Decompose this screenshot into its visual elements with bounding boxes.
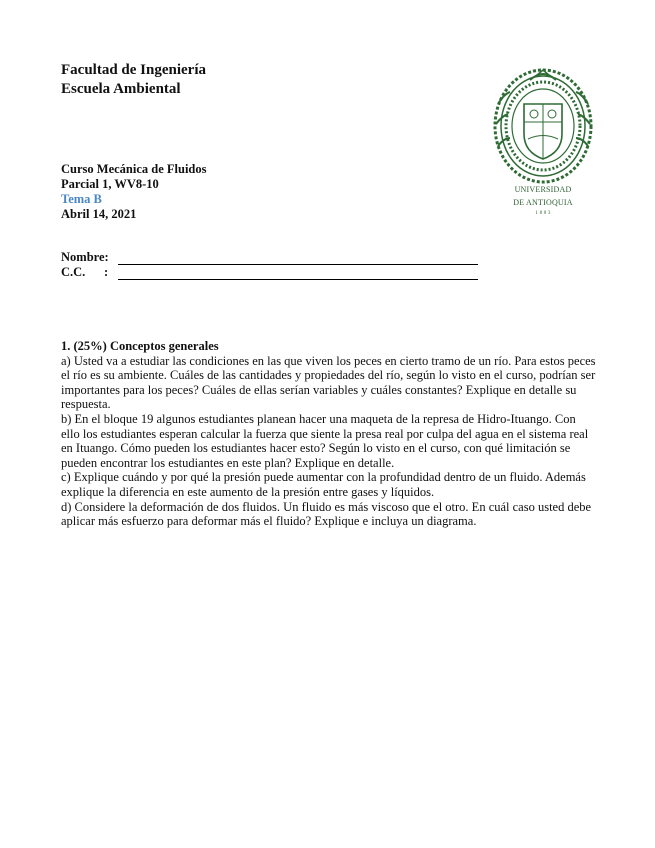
exam-info — [61, 162, 206, 222]
school-title: Escuela Ambiental — [61, 81, 181, 97]
question-part-c: c) Explique cuándo y por qué la presión puede aumentar con la profundidad dentro de un fluido. Además explique la diferencia en este aumento de la presión entre gases y líquidos. — [61, 470, 586, 499]
question-section — [61, 339, 596, 529]
question-part-d: d) Considere la deformación de dos fluidos. Un fluido es más viscoso que el otro. En cuál caso usted debe aplicar más esfuerzo para deformar más el fluido? Explique e incluya un diagrama. — [61, 499, 592, 529]
question-part-b: b) En el bloque 19 algunos estudiantes planean hacer una maqueta de la represa de Hidro-Ituango. Con ello los estudiantes esperan calcular la fuerza que siente la presa real por culpa del agua en el sistema real en Ituango. Cómo pueden los estudiantes hacer esto? Según lo visto en el curso, con qué limitación se pueden encontrar los estudiantes en este plan? Explique en detalle. — [61, 411, 589, 470]
cc-label: C.C. : — [61, 265, 109, 279]
faculty-title: Facultad de Ingeniería — [61, 62, 206, 78]
logo-text-1: UNIVERSIDAD — [514, 185, 572, 194]
logo-text-2: DE ANTIOQUIA — [513, 198, 573, 207]
course-name: Curso Mecánica de Fluidos — [61, 162, 207, 176]
university-seal-icon — [490, 64, 596, 216]
cc-field[interactable] — [118, 266, 478, 280]
name-row — [61, 250, 478, 265]
cc-row — [61, 265, 478, 280]
question-part-a: a) Usted va a estudiar las condiciones en las que viven los peces en cierto tramo de un río. Para estos peces el río es su ambiente. Cuáles de las cantidades y propiedades del río, según lo visto en el curso, podrían ser importantes para los peces? Cuáles de ellas serían variables y cuáles constantes? Explique en detalle su respuesta. — [61, 353, 596, 412]
header-block — [61, 61, 206, 99]
student-id-fields — [61, 250, 478, 280]
question-title: 1. (25%) Conceptos generales — [61, 339, 219, 353]
exam-theme: Tema B — [61, 192, 102, 206]
exam-name: Parcial 1, WV8-10 — [61, 177, 159, 191]
exam-date: Abril 14, 2021 — [61, 207, 137, 221]
name-label: Nombre: — [61, 250, 109, 264]
university-logo — [490, 64, 596, 216]
logo-text-3: 1 8 0 3 — [535, 211, 551, 216]
name-field[interactable] — [118, 251, 478, 265]
